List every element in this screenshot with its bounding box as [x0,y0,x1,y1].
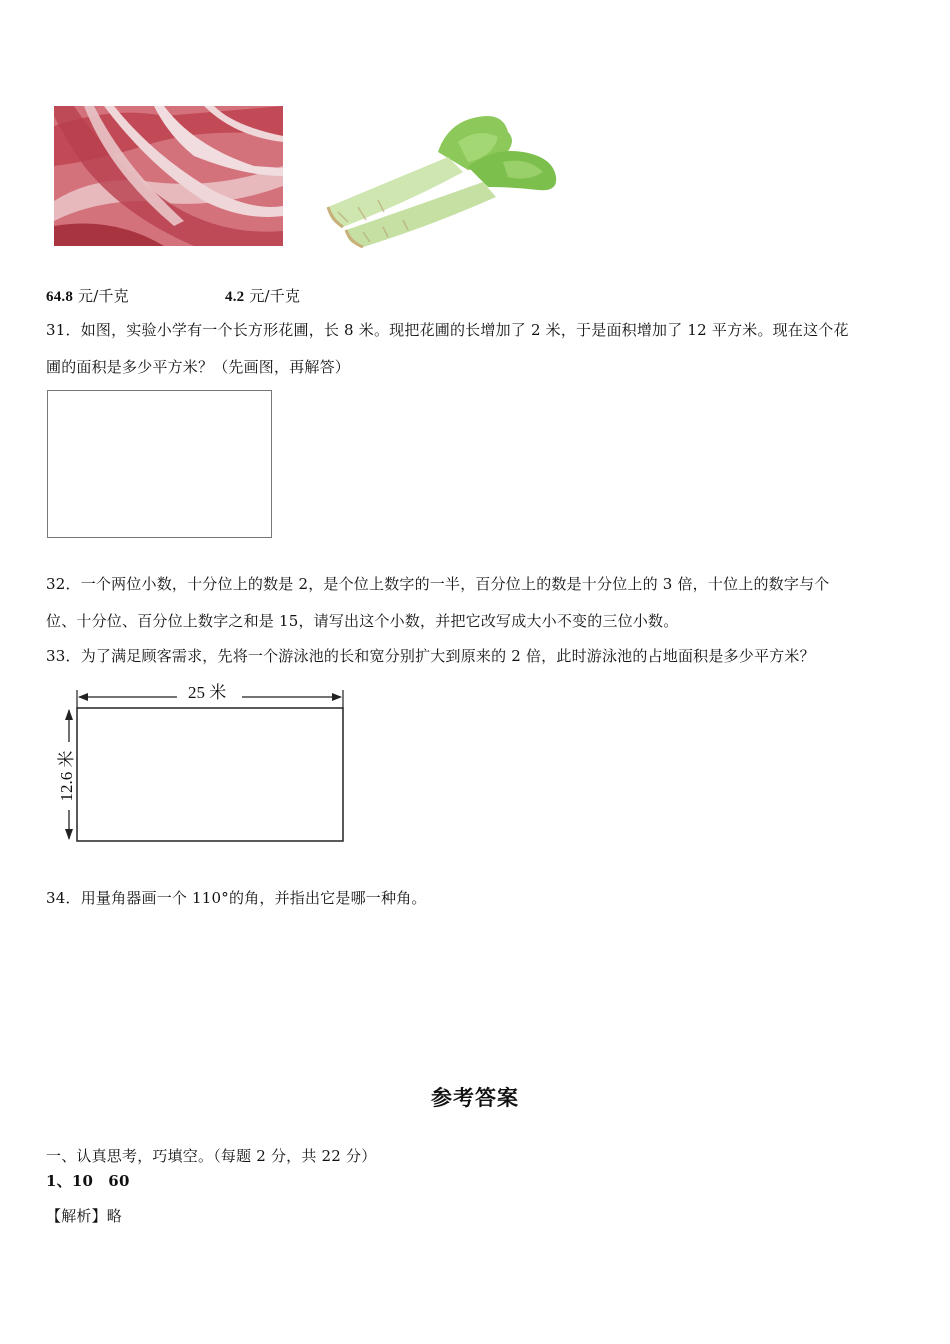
question-32-line1 [46,574,829,594]
question-31-line1 [46,320,849,340]
price-celtuce [225,286,300,307]
pork-ribs-image [54,106,283,246]
question-text: 为了满足顾客需求，先将一个游泳池的长和宽分别扩大到原来的 2 倍，此时游泳池的占地面积是多少平方米？ [80,647,815,665]
question-text: 用量角器画一个 110°的角，并指出它是哪一种角。 [80,889,427,907]
price-pork-ribs [46,286,129,307]
width-label: 12.6 米 [57,750,76,802]
length-label: 25 米 [188,683,227,702]
answer-item-1: 1、10 60 [46,1172,130,1190]
question-number: 31． [46,321,81,339]
question-number: 33． [46,647,81,665]
question-text: 如图，实验小学有一个长方形花圃，长 8 米。现把花圃的长增加了 2 米，于是面积增加了 12 平方米。现在这个花 [80,321,849,339]
answer-section-heading: 一、认真思考，巧填空。（每题 2 分，共 22 分） [46,1147,377,1165]
price-unit: 元/千克 [249,287,301,305]
price-value: 4.2 [225,289,245,305]
celtuce-image [318,112,563,252]
drawing-box [47,390,272,538]
pool-diagram [50,682,350,847]
price-value: 64.8 [46,289,74,305]
answer-key-title: 参考答案 [431,1086,519,1110]
question-32-line2: 位、十分位、百分位上数字之和是 15，请写出这个小数，并把它改写成大小不变的三位小数。 [46,612,679,630]
question-number: 34． [46,889,81,907]
question-33-line1 [46,646,815,666]
question-text: 一个两位小数，十分位上的数是 2，是个位上数字的一半，百分位上的数是十分位上的 3 倍，十位上的数字与个 [80,575,830,593]
price-unit: 元/千克 [78,287,129,305]
question-31-line2: 圃的面积是多少平方米？（先画图，再解答） [46,358,351,376]
answer-analysis: 【解析】略 [46,1207,123,1225]
question-number: 32． [46,575,81,593]
question-34-line1 [46,888,427,908]
